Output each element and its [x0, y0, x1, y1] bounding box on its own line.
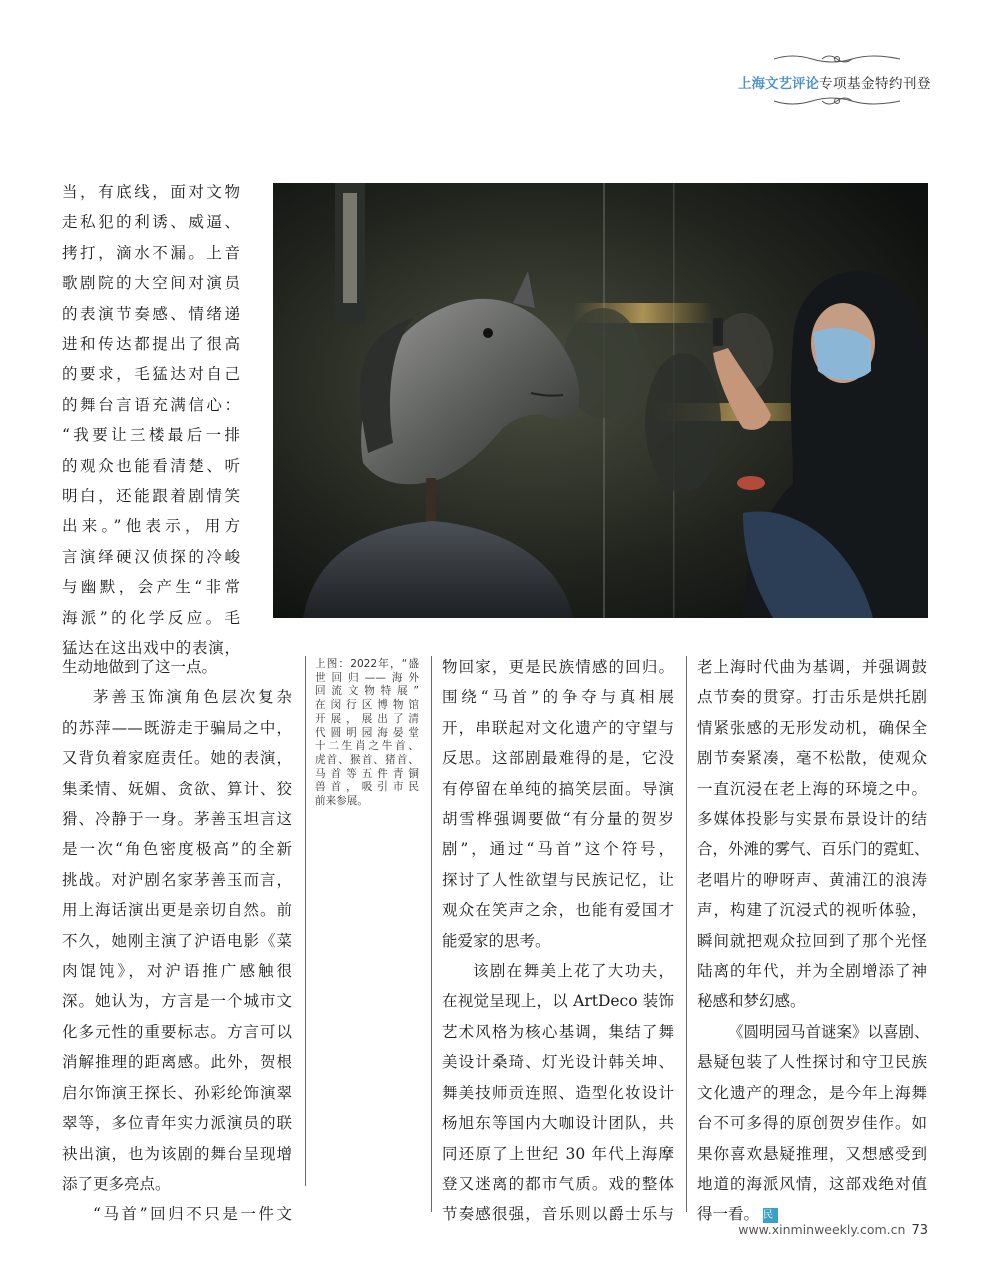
caption-line: 上图：2022年，“盛: [315, 658, 419, 670]
text-line: 在视觉呈现上，以 ArtDeco 装饰: [442, 992, 674, 1011]
text-line: 该剧在舞美上花了大功夫，: [473, 962, 674, 981]
ornament-top-icon: [772, 52, 902, 66]
page-number: 73: [911, 1223, 928, 1238]
caption-line: 兽首，吸引市民: [315, 781, 419, 794]
caption-line: 代圆明园海晏堂: [315, 726, 419, 739]
text-line: 肉馄饨》，对沪语推广感触很: [62, 962, 292, 981]
text-line: 出来。”他表示，用方: [62, 517, 240, 536]
text-line: 进和传达都提出了很高: [62, 335, 240, 354]
text-line: 文化遗产的理念，是今年上海舞: [697, 1083, 927, 1102]
text-line: 用上海话演出更是亲切自然。前: [62, 901, 292, 920]
text-line: 杨旭东等国内大咖设计团队，共: [442, 1114, 674, 1133]
end-mark-icon: 民: [763, 1208, 778, 1223]
text-line: 化多元性的重要标志。方言可以: [62, 1022, 292, 1041]
text-line: 猛达在这出戏中的表演，: [62, 639, 240, 658]
text-line: 点节奏的贯穿。打击乐是烘托剧: [697, 688, 927, 707]
text-line: 言演绎硬汉侦探的冷峻: [62, 547, 240, 566]
text-line: 剧”，通过“马首”这个符号，: [442, 840, 674, 859]
text-line: 老上海时代曲为基调，并强调鼓: [697, 658, 927, 676]
caption-line: 回流文物特展”: [315, 685, 419, 698]
ornament-bottom-icon: [772, 94, 902, 108]
text-line: 物回家，更是民族情感的回归。: [442, 658, 674, 676]
text-line: 美设计桑琦、灯光设计韩关坤、: [442, 1053, 674, 1072]
text-line: 剧节奏紧凑，毫不松散，使观众: [697, 749, 927, 768]
text-line: 舞美技师贡连照、造型化妆设计: [442, 1083, 674, 1102]
text-line: 走私犯的利诱、威逼、: [62, 213, 240, 232]
text-line: 翠等，多位青年实力派演员的联: [62, 1114, 292, 1133]
text-line: 艺术风格为核心基调，集结了舞: [442, 1022, 674, 1041]
text-line: 多媒体投影与实景布景设计的结: [697, 810, 927, 829]
text-line: “马首”回归不只是一件文: [93, 1205, 292, 1224]
caption-line: 在闵行区博物馆: [315, 699, 419, 712]
text-line: 开，串联起对文化遗产的守望与: [442, 718, 674, 737]
header-banner: [722, 50, 942, 112]
column-rule: [305, 656, 306, 1186]
text-line: 猾、冷静于一身。茅善玉坦言这: [62, 810, 292, 829]
text-line: 能爱家的思考。: [442, 931, 551, 950]
text-line: 的表演节奏感、情绪递: [62, 304, 240, 323]
text-line: 的舞台言语充满信心：: [62, 395, 240, 414]
text-line: 当，有底线，面对文物: [62, 183, 240, 201]
text-line: 《圆明园马首谜案》以喜剧、: [728, 1022, 930, 1041]
horse-head-photo-illustration: [273, 183, 928, 618]
text-line: 台不可多得的原创贺岁佳作。如: [697, 1114, 927, 1133]
text-line: 启尔饰演王探长、孙彩纶饰演翠: [62, 1083, 292, 1102]
text-line: 探讨了人性欲望与民族记忆，让: [442, 870, 674, 889]
column-rule: [686, 656, 687, 1212]
photo-caption: [315, 658, 419, 809]
caption-line: 世回归——海外: [315, 671, 419, 684]
text-line: 歌剧院的大空间对演员: [62, 274, 240, 293]
footer-url: www.xinminweekly.com.cn: [738, 1222, 906, 1237]
text-line: 的要求，毛猛达对自己: [62, 365, 240, 384]
caption-line: 开展，展出了清: [315, 712, 419, 725]
column-rule: [431, 656, 432, 1212]
text-line: 挑战。对沪剧名家茅善玉而言，: [62, 870, 292, 889]
text-line: 不久，她刚主演了沪语电影《菜: [62, 931, 292, 950]
column-1-upper: [62, 177, 240, 664]
text-line: 又背负着家庭责任。她的表演，: [62, 749, 292, 768]
text-line: 深。她认为，方言是一个城市文: [62, 992, 292, 1011]
text-line: 袂出演，也为该剧的舞台呈现增: [62, 1144, 292, 1163]
text-line: 秘感和梦幻感。: [697, 992, 806, 1011]
text-line: 老唱片的咿呀声、黄浦江的浪涛: [697, 870, 927, 889]
text-line: 节奏感很强，音乐则以爵士乐与: [442, 1205, 674, 1224]
final-text: 得一看。: [697, 1205, 760, 1224]
text-line: 陆离的年代，并为全剧增添了神: [697, 962, 927, 981]
text-line: 添了更多亮点。: [62, 1174, 171, 1193]
column-2: [442, 652, 674, 1230]
text-line: 拷打，滴水不漏。上音: [62, 243, 240, 262]
text-line: 同还原了上世纪 30 年代上海摩: [442, 1144, 674, 1163]
text-line: 悬疑包装了人性探讨和守卫民族: [697, 1053, 927, 1072]
text-line: 观众在笑声之余，也能有爱国才: [442, 901, 674, 920]
museum-photo: [273, 183, 928, 618]
text-line: 有停留在单纯的搞笑层面。导演: [442, 779, 674, 798]
text-line: 集柔情、妩媚、贪欲、算计、狡: [62, 779, 292, 798]
text-line: 明白，还能跟着剧情笑: [62, 487, 240, 506]
text-line: 生动地做到了这一点。: [62, 658, 218, 676]
brand-tagline: 专项基金特约刊登: [819, 76, 931, 92]
text-line: 海派”的化学反应。毛: [62, 608, 240, 627]
caption-line: 前来参展。: [315, 795, 368, 808]
text-line: 声，构建了沉浸式的视听体验，: [697, 901, 927, 920]
text-line: 瞬间就把观众拉回到了那个光怪: [697, 931, 927, 950]
column-3: [697, 652, 930, 1230]
text-line: 胡雪桦强调要做“有分量的贺岁: [442, 810, 674, 829]
header-brand: [738, 72, 931, 92]
text-line: 与幽默，会产生“非常: [62, 578, 240, 597]
text-line: “我要让三楼最后一排: [62, 426, 240, 445]
text-line: 围绕“马首”的争夺与真相展: [442, 688, 674, 707]
text-line: 一直沉浸在老上海的环境之中。: [697, 779, 927, 798]
text-line: 地道的海派风情，这部戏绝对值: [697, 1174, 927, 1193]
page-footer: [738, 1222, 928, 1238]
text-line: 的苏萍——既游走于骗局之中，: [62, 718, 292, 737]
caption-line: 虎首、猴首、猪首、: [315, 753, 419, 766]
text-line: 情紧张感的无形发动机，确保全: [697, 718, 927, 737]
text-line: 是一次“角色密度极高”的全新: [62, 840, 292, 859]
column-1-lower: [62, 652, 292, 1230]
text-line: 消解推理的距离感。此外，贺根: [62, 1053, 292, 1072]
text-line: 反思。这部剧最难得的是，它没: [442, 749, 674, 768]
brand-name: 上海文艺评论: [738, 76, 819, 92]
text-line: 登又迷离的都市气质。戏的整体: [442, 1174, 674, 1193]
text-line: 的观众也能看清楚、听: [62, 456, 240, 475]
caption-line: 十二生肖之牛首、: [315, 740, 419, 753]
text-line: 合，外滩的雾气、百乐门的霓虹、: [697, 840, 930, 859]
text-line: 茅善玉饰演角色层次复杂: [93, 688, 292, 707]
caption-line: 马首等五件青铜: [315, 767, 419, 780]
text-line: 果你喜欢悬疑推理，又想感受到: [697, 1144, 927, 1163]
